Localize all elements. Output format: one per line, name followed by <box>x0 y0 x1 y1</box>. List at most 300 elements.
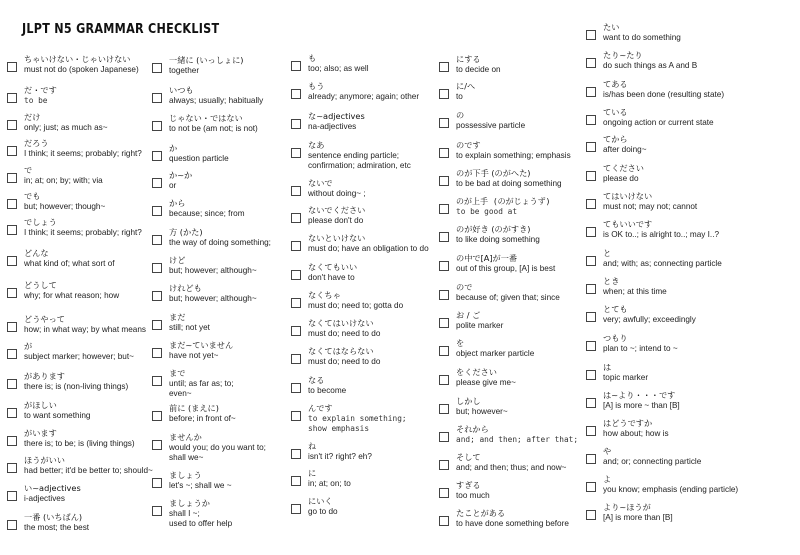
grammar-point: と <box>603 248 612 258</box>
item-text <box>308 178 366 199</box>
item-text <box>24 314 146 335</box>
grammar-meaning: in; at; on; by; with; via <box>24 176 103 185</box>
checkbox[interactable] <box>586 510 596 520</box>
grammar-meaning: still; not yet <box>169 323 210 332</box>
item-text <box>456 54 501 75</box>
item-text <box>308 403 407 434</box>
grammar-point: とても <box>603 304 628 314</box>
item-text <box>456 81 475 102</box>
item-text <box>169 143 229 164</box>
item-text <box>24 85 57 106</box>
grammar-meaning: to <box>456 92 463 101</box>
checkbox[interactable] <box>439 204 449 214</box>
item-text <box>169 312 210 333</box>
checkbox[interactable] <box>7 520 17 530</box>
grammar-point: たり~たり <box>603 50 643 60</box>
grammar-point: けど <box>169 255 186 265</box>
checkbox[interactable] <box>7 93 17 103</box>
grammar-point: に/へ <box>456 81 476 91</box>
grammar-meaning: and; with; as; connecting particle <box>603 259 722 268</box>
item-text <box>169 85 263 106</box>
grammar-point: もう <box>308 81 325 91</box>
item-text <box>169 470 232 491</box>
grammar-point: いつも <box>169 85 194 95</box>
grammar-point: 前に (まえに) <box>169 403 219 413</box>
grammar-meaning: I think; it seems; probably; right? <box>24 228 142 237</box>
checkbox[interactable] <box>291 186 301 196</box>
grammar-point: ないでください <box>308 205 366 215</box>
checkbox[interactable] <box>439 318 449 328</box>
grammar-point: てある <box>603 79 628 89</box>
checkbox[interactable] <box>7 256 17 266</box>
grammar-meaning: without doing~ ; <box>308 189 366 198</box>
checkbox[interactable] <box>439 232 449 242</box>
grammar-meaning: na-adjectives <box>308 122 357 131</box>
checkbox[interactable] <box>439 261 449 271</box>
item-text <box>169 198 245 219</box>
checkbox[interactable] <box>439 62 449 72</box>
grammar-meaning: when; at this time <box>603 287 667 296</box>
grammar-point: なくてはいけない <box>308 318 374 328</box>
grammar-point: まだ <box>169 312 186 322</box>
grammar-point: すぎる <box>456 480 481 490</box>
grammar-point: んです <box>308 403 333 413</box>
item-text <box>24 217 142 238</box>
grammar-meaning: [A] is more ~ than [B] <box>603 401 680 410</box>
checkbox[interactable] <box>291 354 301 364</box>
grammar-meaning: and; or; connecting particle <box>603 457 702 466</box>
checkbox[interactable] <box>586 227 596 237</box>
grammar-point: が <box>24 341 33 351</box>
grammar-point: の中で[A]が一番 <box>456 253 518 263</box>
grammar-point: だ・です <box>24 85 57 95</box>
grammar-point: だろう <box>24 138 49 148</box>
grammar-point: はどうですか <box>603 418 653 428</box>
grammar-point: たい <box>603 22 620 32</box>
grammar-meaning: but; however; although~ <box>169 266 257 275</box>
item-text <box>169 283 257 304</box>
grammar-meaning: until; as far as; to; <box>169 379 234 388</box>
grammar-point: てから <box>603 134 628 144</box>
grammar-point: は~より・・・です <box>603 390 676 400</box>
checkbox[interactable] <box>586 454 596 464</box>
grammar-point: どうして <box>24 280 57 290</box>
grammar-point: ないといけない <box>308 233 366 243</box>
grammar-point: てはいけない <box>603 191 653 201</box>
grammar-meaning: sentence ending particle; <box>308 151 400 160</box>
grammar-meaning: there is; is (non-living things) <box>24 382 129 391</box>
item-text <box>603 107 714 128</box>
checkbox[interactable] <box>586 370 596 380</box>
grammar-point: どんな <box>24 248 49 258</box>
grammar-meaning: or <box>169 181 177 190</box>
grammar-meaning: subject marker; however; but~ <box>24 352 134 361</box>
grammar-point: それから <box>456 424 489 434</box>
checkbox[interactable] <box>291 61 301 71</box>
grammar-meaning: I think; it seems; probably; right? <box>24 149 142 158</box>
grammar-meaning: and; and then; thus; and now~ <box>456 463 567 472</box>
checkbox[interactable] <box>439 460 449 470</box>
checkbox[interactable] <box>7 491 17 501</box>
grammar-meaning: to have done something before <box>456 519 569 528</box>
checkbox[interactable] <box>291 298 301 308</box>
grammar-meaning: polite marker <box>456 321 504 330</box>
item-text <box>24 483 81 504</box>
checkbox[interactable] <box>152 320 162 330</box>
checkbox[interactable] <box>291 89 301 99</box>
grammar-point: てください <box>603 163 644 173</box>
item-text <box>308 111 365 132</box>
grammar-meaning: want to do something <box>603 33 681 42</box>
checkbox[interactable] <box>7 62 17 72</box>
page-title: JLPT N5 GRAMMAR CHECKLIST <box>22 22 220 37</box>
item-text <box>603 219 719 240</box>
checkbox[interactable] <box>152 348 162 358</box>
item-text <box>603 446 701 467</box>
item-text <box>308 205 365 226</box>
grammar-meaning-cont: confirmation; admiration, etc <box>308 161 411 170</box>
grammar-point: や <box>603 446 612 456</box>
item-text <box>603 22 681 43</box>
grammar-meaning: must not do (spoken Japanese) <box>24 65 139 74</box>
checkbox[interactable] <box>7 379 17 389</box>
item-text <box>308 468 351 489</box>
grammar-point: だけ <box>24 112 41 122</box>
grammar-meaning: how; in what way; by what means <box>24 325 146 334</box>
checkbox[interactable] <box>7 349 17 359</box>
checkbox[interactable] <box>439 148 449 158</box>
grammar-point: で <box>24 165 33 175</box>
grammar-meaning: and; and then; after that; <box>456 435 579 444</box>
grammar-point: でも <box>24 191 41 201</box>
item-text <box>308 496 338 517</box>
grammar-point: 一番 (いちばん) <box>24 512 83 522</box>
grammar-point: なくちゃ <box>308 290 341 300</box>
grammar-meaning: only; just; as much as~ <box>24 123 108 132</box>
item-text <box>308 262 357 283</box>
item-text <box>456 452 566 473</box>
grammar-meaning: to like doing something <box>456 235 540 244</box>
item-text <box>603 418 669 439</box>
grammar-meaning: there is; to be; is (living things) <box>24 439 135 448</box>
grammar-meaning: you know; emphasis (ending particle) <box>603 485 739 494</box>
grammar-meaning: must do; have an obligation to do <box>308 244 429 253</box>
grammar-point: 方 (かた) <box>169 227 203 237</box>
item-text <box>169 170 192 191</box>
item-text <box>603 333 678 354</box>
checkbox[interactable] <box>586 426 596 436</box>
checkbox[interactable] <box>7 173 17 183</box>
grammar-point: から <box>169 198 186 208</box>
grammar-meaning: always; usually; habitually <box>169 96 264 105</box>
checkbox[interactable] <box>291 411 301 421</box>
checkbox[interactable] <box>7 463 17 473</box>
grammar-meaning: to become <box>308 386 347 395</box>
grammar-meaning: is OK to..; is alright to..; may I..? <box>603 230 720 239</box>
grammar-point: にする <box>456 54 481 64</box>
checkbox[interactable] <box>586 30 596 40</box>
checkbox[interactable] <box>439 290 449 300</box>
grammar-meaning: to want something <box>24 411 91 420</box>
grammar-point: そして <box>456 452 481 462</box>
grammar-meaning: have not yet~ <box>169 351 219 360</box>
grammar-point: のが下手 (のがへた) <box>456 168 531 178</box>
grammar-meaning: but; however; though~ <box>24 202 106 211</box>
checkbox[interactable] <box>291 449 301 459</box>
checkbox[interactable] <box>7 436 17 446</box>
item-text <box>24 112 108 133</box>
checkbox[interactable] <box>291 504 301 514</box>
grammar-meaning: must do; need to do <box>308 329 381 338</box>
item-text <box>24 165 103 186</box>
grammar-meaning: don't have to <box>308 273 355 282</box>
checkbox[interactable] <box>586 171 596 181</box>
grammar-meaning: out of this group, [A] is best <box>456 264 556 273</box>
checkbox[interactable] <box>586 115 596 125</box>
checkbox[interactable] <box>439 346 449 356</box>
checkbox[interactable] <box>586 341 596 351</box>
item-text <box>603 474 738 495</box>
grammar-meaning: too; also; as well <box>308 64 369 73</box>
checkbox[interactable] <box>152 411 162 421</box>
grammar-point: い~adjectives <box>24 483 81 493</box>
grammar-point: がいます <box>24 428 57 438</box>
checkbox[interactable] <box>439 488 449 498</box>
checkbox[interactable] <box>291 213 301 223</box>
grammar-point: なくてはならない <box>308 346 374 356</box>
checkbox[interactable] <box>586 312 596 322</box>
grammar-meaning: topic marker <box>603 373 649 382</box>
grammar-meaning: shall I ~; <box>169 509 200 518</box>
grammar-point: じゃない・ではない <box>169 113 243 123</box>
grammar-point: がほしい <box>24 400 57 410</box>
grammar-point: よ <box>603 474 612 484</box>
item-text <box>24 455 153 476</box>
grammar-point: に <box>308 468 317 478</box>
item-text <box>456 424 578 445</box>
grammar-point: つもり <box>603 333 628 343</box>
grammar-point: なる <box>308 375 325 385</box>
item-text <box>308 346 380 367</box>
grammar-meaning: must do; need to; gotta do <box>308 301 404 310</box>
checkbox[interactable] <box>439 89 449 99</box>
item-text <box>603 79 724 100</box>
item-text <box>456 253 555 274</box>
grammar-meaning: after doing~ <box>603 145 647 154</box>
grammar-point: のが好き (のがすき) <box>456 224 531 234</box>
grammar-point: があります <box>24 371 65 381</box>
item-text <box>169 227 271 248</box>
grammar-point: てもいいです <box>603 219 653 229</box>
checkbox[interactable] <box>152 263 162 273</box>
grammar-point: ませんか <box>169 432 202 442</box>
checkbox[interactable] <box>152 291 162 301</box>
grammar-meaning: to decide on <box>456 65 501 74</box>
item-text <box>603 50 697 71</box>
grammar-meaning: i-adjectives <box>24 494 65 503</box>
grammar-meaning: because; since; from <box>169 209 245 218</box>
grammar-point: お / ご <box>456 310 481 320</box>
checkbox[interactable] <box>291 241 301 251</box>
grammar-point: より~ほうが <box>603 502 651 512</box>
checkbox[interactable] <box>586 58 596 68</box>
grammar-point: 一緒に (いっしょに) <box>169 55 244 65</box>
grammar-meaning: possessive particle <box>456 121 526 130</box>
checkbox[interactable] <box>291 270 301 280</box>
checkbox[interactable] <box>152 63 162 73</box>
item-text <box>308 140 411 171</box>
grammar-meaning: isn't it? right? eh? <box>308 452 372 461</box>
item-text <box>603 134 646 155</box>
checkbox[interactable] <box>439 516 449 526</box>
item-text <box>308 441 372 462</box>
grammar-meaning-cont: shall we~ <box>169 453 204 462</box>
grammar-meaning: to be bad at doing something <box>456 179 562 188</box>
grammar-meaning: had better; it'd be better to; should~ <box>24 466 153 475</box>
item-text <box>24 280 119 301</box>
checkbox[interactable] <box>586 482 596 492</box>
checkbox[interactable] <box>7 225 17 235</box>
grammar-point: ほうがいい <box>24 455 65 465</box>
grammar-meaning: the most; the best <box>24 523 90 532</box>
checkbox[interactable] <box>586 256 596 266</box>
grammar-meaning: to be good at <box>456 207 518 216</box>
grammar-point: のです <box>456 140 481 150</box>
item-text <box>308 375 346 396</box>
item-text <box>308 233 429 254</box>
grammar-meaning: [A] is more than [B] <box>603 513 673 522</box>
grammar-point: でしょう <box>24 217 57 227</box>
checkbox[interactable] <box>152 376 162 386</box>
checkbox[interactable] <box>152 151 162 161</box>
item-text <box>24 400 90 421</box>
item-text <box>24 248 115 269</box>
checkbox[interactable] <box>152 121 162 131</box>
checkbox[interactable] <box>291 383 301 393</box>
grammar-point: は <box>603 362 612 372</box>
checkbox[interactable] <box>586 142 596 152</box>
grammar-meaning: please do <box>603 174 639 183</box>
checkbox[interactable] <box>152 506 162 516</box>
checkbox[interactable] <box>7 288 17 298</box>
grammar-point: ね <box>308 441 317 451</box>
grammar-meaning: object marker particle <box>456 349 535 358</box>
checkbox[interactable] <box>152 235 162 245</box>
grammar-point: なくてもいい <box>308 262 358 272</box>
checkbox[interactable] <box>586 199 596 209</box>
grammar-meaning: please don't do <box>308 216 364 225</box>
item-text <box>169 113 258 134</box>
checkbox[interactable] <box>586 398 596 408</box>
item-text <box>603 191 697 212</box>
grammar-meaning: would you; do you want to; <box>169 443 266 452</box>
checkbox[interactable] <box>7 408 17 418</box>
grammar-point: ちゃいけない・じゃいけない <box>24 54 131 64</box>
item-text <box>456 196 550 217</box>
item-text <box>169 340 233 361</box>
item-text <box>603 163 644 184</box>
grammar-meaning: very; awfully; exceedingly <box>603 315 696 324</box>
item-text <box>456 338 534 359</box>
grammar-meaning: what kind of; what sort of <box>24 259 115 268</box>
item-text <box>308 290 403 311</box>
checkbox[interactable] <box>152 440 162 450</box>
checkbox[interactable] <box>439 375 449 385</box>
grammar-meaning-cont: used to offer help <box>169 519 233 528</box>
item-text <box>456 480 490 501</box>
grammar-point: の <box>456 110 465 120</box>
item-text <box>456 110 525 131</box>
grammar-meaning: do such things as A and B <box>603 61 698 70</box>
checkbox[interactable] <box>7 199 17 209</box>
grammar-point: まで <box>169 368 186 378</box>
checkbox[interactable] <box>152 93 162 103</box>
item-text <box>456 282 560 303</box>
checkbox[interactable] <box>7 146 17 156</box>
item-text <box>24 191 105 212</box>
item-text <box>24 371 128 392</box>
grammar-meaning: go to do <box>308 507 338 516</box>
checkbox[interactable] <box>586 284 596 294</box>
item-text <box>169 255 257 276</box>
checkbox[interactable] <box>291 119 301 129</box>
item-text <box>456 367 516 388</box>
item-text <box>456 396 508 417</box>
checkbox[interactable] <box>7 120 17 130</box>
item-text <box>603 304 696 325</box>
grammar-point: けれども <box>169 283 202 293</box>
item-text <box>308 318 380 339</box>
grammar-meaning: because of; given that; since <box>456 293 560 302</box>
checkbox[interactable] <box>291 326 301 336</box>
checkbox[interactable] <box>439 176 449 186</box>
grammar-meaning: in; at; on; to <box>308 479 351 488</box>
item-text <box>169 498 232 529</box>
checkbox[interactable] <box>7 322 17 332</box>
grammar-meaning: to be <box>24 96 48 105</box>
checkbox[interactable] <box>586 87 596 97</box>
item-text <box>603 248 722 269</box>
item-text <box>169 368 234 399</box>
item-text <box>456 224 540 245</box>
item-text <box>24 428 135 449</box>
grammar-meaning: to explain something; emphasis <box>456 151 571 160</box>
checkbox[interactable] <box>152 478 162 488</box>
grammar-meaning-cont: show emphasis <box>308 424 370 433</box>
grammar-point: しかし <box>456 396 481 406</box>
item-text <box>603 276 667 297</box>
grammar-point: か <box>169 143 178 153</box>
grammar-meaning: but; however; although~ <box>169 294 257 303</box>
checkbox[interactable] <box>291 148 301 158</box>
grammar-meaning: before; in front of~ <box>169 414 236 423</box>
grammar-point: たことがある <box>456 508 506 518</box>
grammar-point: を <box>456 338 465 348</box>
grammar-point: どうやって <box>24 314 65 324</box>
checkbox[interactable] <box>291 476 301 486</box>
grammar-point: ましょうか <box>169 498 210 508</box>
item-text <box>603 362 648 383</box>
checkbox[interactable] <box>439 118 449 128</box>
grammar-point: ましょう <box>169 470 202 480</box>
grammar-point: にいく <box>308 496 333 506</box>
checkbox[interactable] <box>152 178 162 188</box>
checkbox[interactable] <box>152 206 162 216</box>
item-text <box>24 138 142 159</box>
checkbox[interactable] <box>439 404 449 414</box>
checkbox[interactable] <box>439 432 449 442</box>
item-text <box>24 54 139 75</box>
